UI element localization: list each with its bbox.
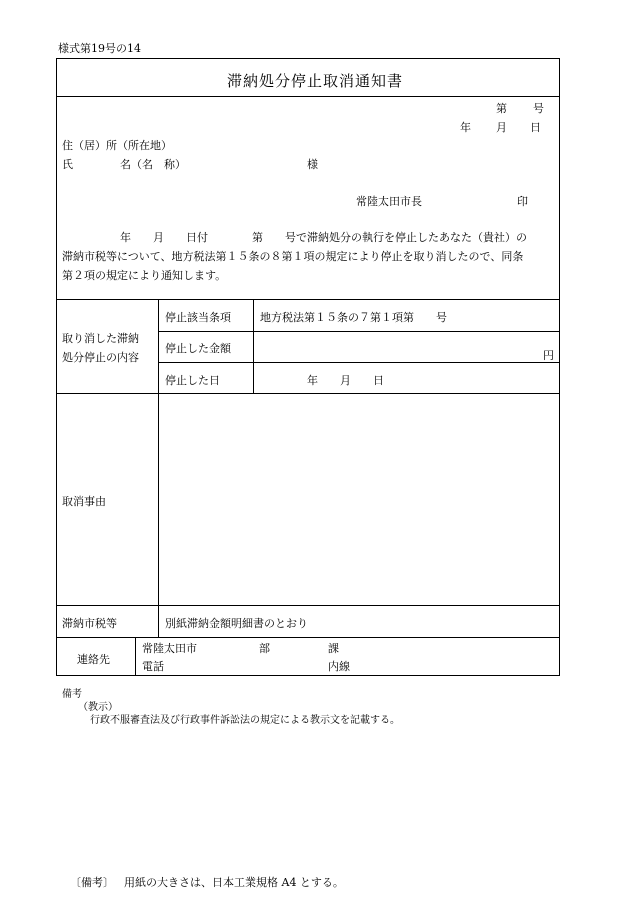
content-top-line	[56, 299, 560, 300]
issuer-name: 常陸太田市長	[356, 195, 422, 208]
row-value-date: 年 月 日	[307, 374, 384, 387]
document-title: 滞納処分停止取消通知書	[226, 72, 403, 90]
number-gou: 号	[533, 102, 544, 115]
contact-extension-label: 内線	[328, 660, 350, 673]
address-label: 住（居）所（所在地）	[62, 139, 172, 152]
title-divider	[56, 96, 560, 97]
body-line-1: 年 月 日付 第 号で滞納処分の執行を停止したあなた（貴社）の	[120, 231, 527, 244]
row-value-clause: 地方税法第１５条の７第１項第 号	[260, 311, 447, 324]
reason-label: 取消事由	[62, 495, 106, 508]
label-column-line	[158, 299, 159, 638]
date-year: 年	[460, 121, 471, 134]
contact-city: 常陸太田市	[142, 642, 197, 655]
date-month: 月	[496, 121, 507, 134]
row-line-2	[158, 362, 560, 363]
row-label-clause: 停止該当条項	[165, 311, 231, 324]
reason-bottom-line	[56, 605, 560, 606]
contact-label: 連絡先	[77, 653, 110, 666]
notes-text: 行政不服審査法及び行政事件訴訟法の規定による教示文を記載する。	[90, 715, 400, 726]
tax-label: 滞納市税等	[62, 617, 117, 630]
seal-mark: 印	[517, 195, 528, 208]
footer-text: 用紙の大きさは、日本工業規格 A4 とする。	[124, 876, 344, 889]
row-label-amount: 停止した金額	[165, 342, 231, 355]
contact-phone-label: 電話	[142, 660, 164, 673]
number-dai: 第	[496, 102, 507, 115]
tax-bottom-line	[56, 637, 560, 638]
notes-heading: 備考	[62, 689, 82, 700]
form-number: 様式第19号の14	[58, 42, 141, 55]
name-label-b: 名（名 称）	[120, 158, 186, 171]
row-line-1	[158, 331, 560, 332]
name-label-a: 氏	[62, 158, 73, 171]
subcolumn-line	[253, 299, 254, 393]
contact-bu: 部	[259, 642, 270, 655]
body-line-2: 滞納市税等について、地方税法第１５条の８第１項の規定により停止を取り消したので、同条	[62, 250, 524, 263]
honorific: 様	[307, 158, 318, 171]
content-label-line-1: 取り消した滞納	[62, 332, 139, 345]
date-day: 日	[530, 121, 541, 134]
row-label-date: 停止した日	[165, 374, 220, 387]
tax-value: 別紙滞納金額明細書のとおり	[165, 617, 308, 630]
footer-bracket: 〔備考〕	[70, 876, 114, 889]
contact-column-line	[135, 637, 136, 676]
content-bottom-line	[56, 393, 560, 394]
content-label-line-2: 処分停止の内容	[62, 351, 139, 364]
notes-sub: （教示）	[78, 702, 118, 713]
body-line-3: 第２項の規定により通知します。	[62, 269, 227, 282]
contact-ka: 課	[328, 642, 339, 655]
row-value-amount: 円	[543, 349, 554, 362]
